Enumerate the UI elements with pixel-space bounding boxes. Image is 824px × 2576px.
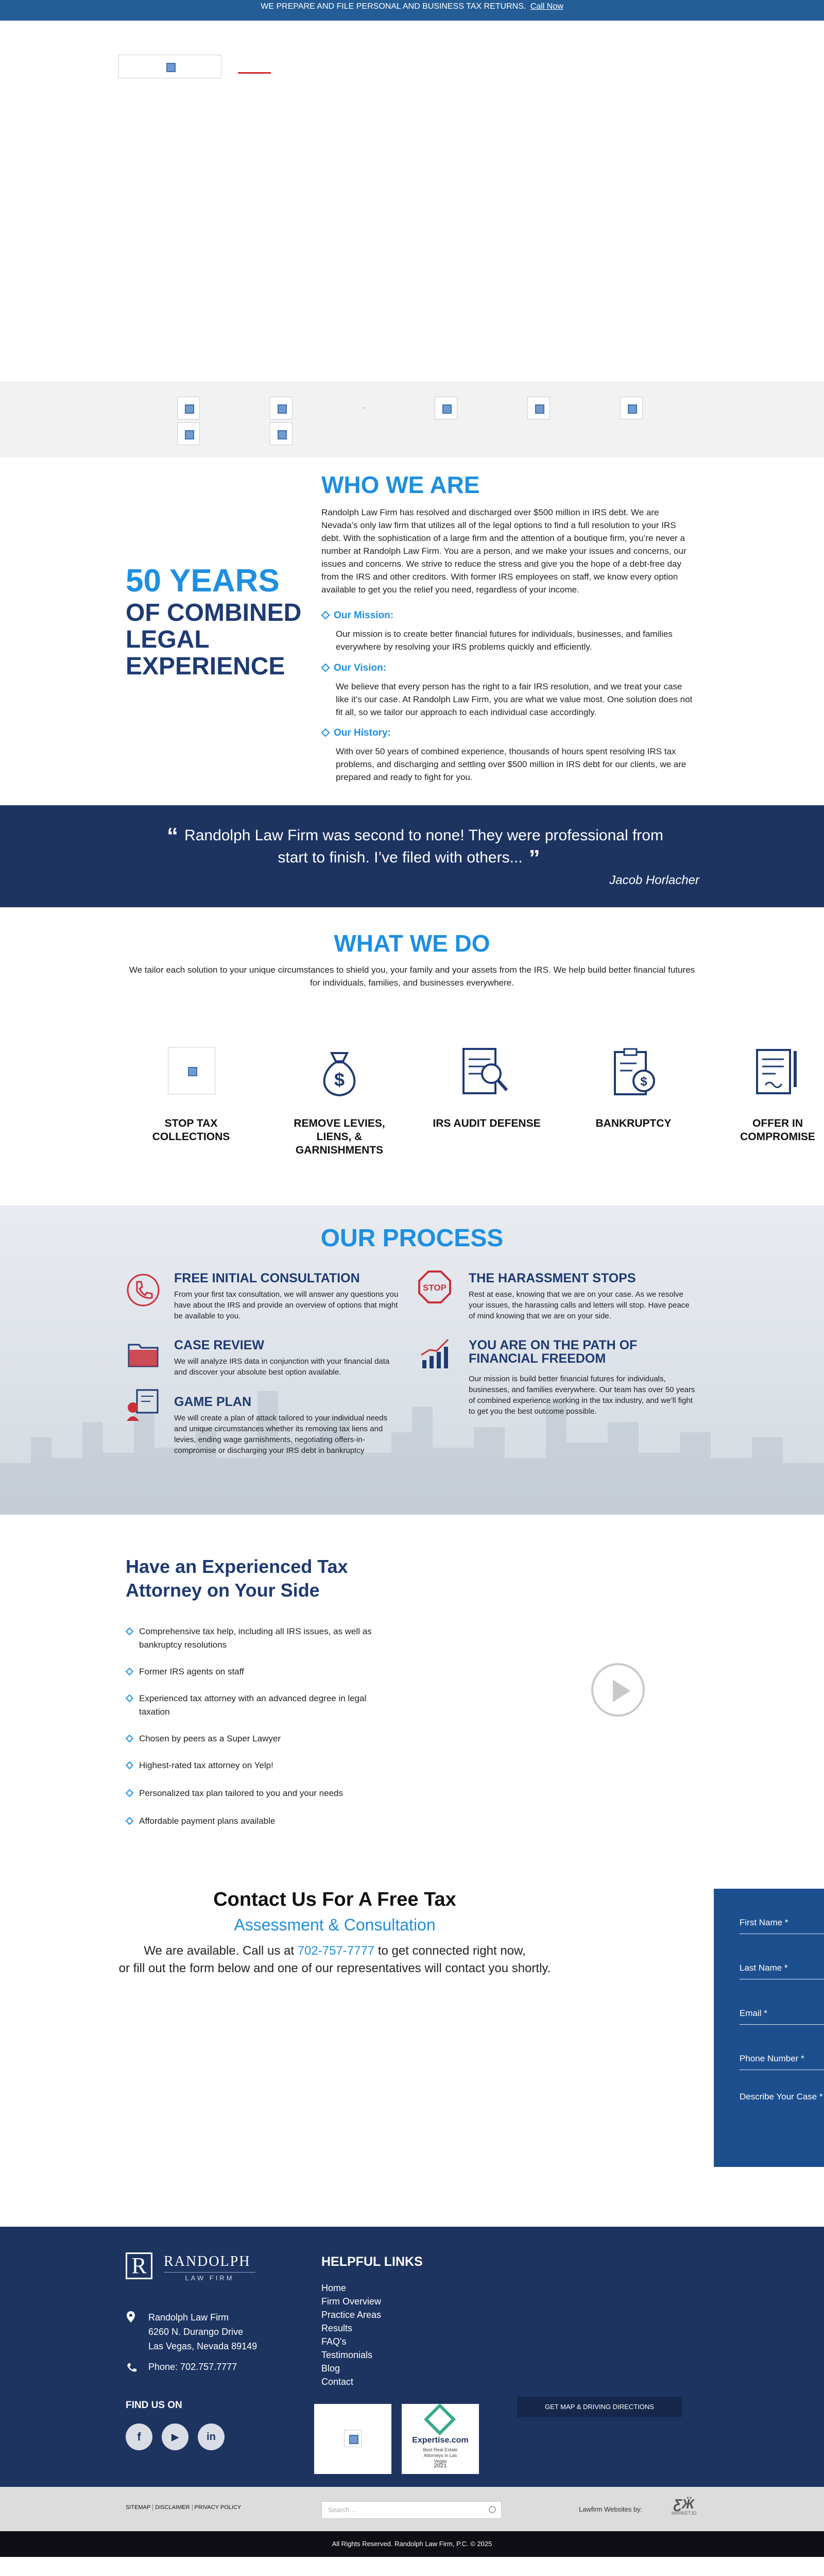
footer-link-blog[interactable]: Blog xyxy=(321,2363,340,2374)
email-field[interactable]: Email * xyxy=(740,1995,824,2025)
folder-icon xyxy=(126,1337,161,1372)
process-step-title: FREE INITIAL CONSULTATION xyxy=(174,1271,360,1285)
attorney-feature: Chosen by peers as a Super Lawyer xyxy=(126,1732,393,1745)
footer-link-home[interactable]: Home xyxy=(321,2283,347,2293)
award-logo-1 xyxy=(177,397,200,419)
process-heading: OUR PROCESS xyxy=(320,1225,504,1252)
footer-link-firm-overview[interactable]: Firm Overview xyxy=(321,2296,381,2307)
audit-document-icon[interactable] xyxy=(456,1044,513,1100)
award-badge[interactable] xyxy=(314,2404,391,2474)
contact-phone-link[interactable]: 702-757-7777 xyxy=(297,1944,375,1958)
linkedin-icon[interactable]: in xyxy=(198,2424,225,2450)
call-now-link[interactable]: Call Now xyxy=(530,2,563,11)
header-logo-image[interactable] xyxy=(118,55,221,78)
mission-text: Our mission is to create better financial futures for individuals, businesses, and families everywhere by resolving your IRS problems quickly and efficiently. xyxy=(336,629,673,652)
youtube-icon[interactable]: ▶ xyxy=(162,2424,188,2450)
diamond-bullet-icon xyxy=(321,664,330,672)
find-us-heading: FIND US ON xyxy=(126,2400,182,2411)
search-icon[interactable] xyxy=(489,2506,496,2513)
close-quote-icon: ” xyxy=(528,845,540,871)
case-description-field[interactable]: Describe Your Case * xyxy=(740,2092,823,2102)
service-label[interactable]: BANKRUPTCY xyxy=(595,1117,672,1129)
attorney-feature: Personalized tax plan tailored to you and your needs xyxy=(126,1787,393,1800)
money-bag-icon[interactable] xyxy=(311,1044,368,1100)
service-label[interactable]: OFFER IN COMPROMISE xyxy=(740,1117,815,1143)
diamond-bullet-icon xyxy=(321,611,330,620)
process-step-text: Rest at ease, knowing that we are on your case. As we resolve your issues, the harassing calls and letters will stop. Have peace of mind knowing that we are on your side. xyxy=(469,1290,690,1320)
attorney-feature: Affordable payment plans available xyxy=(126,1815,393,1828)
process-step-title: GAME PLAN xyxy=(174,1395,251,1409)
bankruptcy-clipboard-icon[interactable] xyxy=(606,1044,662,1100)
years-subtitle: OF COMBINED LEGAL EXPERIENCE xyxy=(126,599,302,680)
history-heading: Our History: xyxy=(322,727,391,739)
diamond-bullet-icon xyxy=(126,1789,134,1798)
diamond-bullet-icon xyxy=(126,1817,134,1825)
announcement-text: WE PREPARE AND FILE PERSONAL AND BUSINESS TAX RETURNS. xyxy=(261,2,526,11)
contact-subheading: Assessment & Consultation xyxy=(234,1916,436,1934)
location-pin-icon xyxy=(127,2311,135,2323)
award-logo-8 xyxy=(270,422,293,445)
header-accent-line xyxy=(238,72,271,74)
expertise-badge[interactable]: Expertise.com Best Real Estate Attorneys in Las Vegas 2021 xyxy=(402,2404,479,2474)
credit-text: Lawfirm Websites by: xyxy=(579,2505,643,2513)
attorney-feature: Comprehensive tax help, including all IRS issues, as well as bankruptcy resolutions xyxy=(126,1625,393,1652)
award-logo-6 xyxy=(620,397,643,419)
diamond-bullet-icon xyxy=(126,1761,134,1770)
award-badge-image xyxy=(344,2430,362,2447)
footer-link-results[interactable]: Results xyxy=(321,2323,353,2333)
phone-field[interactable]: Phone Number * xyxy=(740,2040,824,2070)
diamond-bullet-icon xyxy=(126,1668,134,1676)
sitemap-link[interactable]: SITEMAP xyxy=(126,2504,151,2511)
first-name-field[interactable]: First Name * xyxy=(740,1904,824,1934)
vision-heading: Our Vision: xyxy=(322,663,386,674)
attorney-heading: Have an Experienced Tax Attorney on Your Side xyxy=(126,1556,348,1601)
service-label[interactable]: IRS AUDIT DEFENSE xyxy=(433,1117,541,1129)
testimonial-banner xyxy=(0,805,824,907)
who-we-are-heading: WHO WE ARE xyxy=(321,471,480,498)
top-announcement-bar xyxy=(0,0,824,21)
footer-logo-mark[interactable]: R xyxy=(126,2252,152,2279)
last-name-field[interactable]: Last Name * xyxy=(740,1950,824,1979)
copyright-bar: All Rights Reserved. Randolph Law Firm, P.C. © 2025 xyxy=(0,2531,824,2557)
diamond-bullet-icon xyxy=(126,1735,134,1743)
footer-link-testimonials[interactable]: Testimonials xyxy=(321,2350,373,2360)
vision-text: We believe that every person has the right to a fair IRS resolution, and we treat your case like it’s our case. At Randolph Law Firm, you are what we value most. One solution does not fit all, so we tailor our approach to each individual case accordingly. xyxy=(336,682,693,717)
expertise-logo-icon xyxy=(424,2403,456,2435)
footer-link-contact[interactable]: Contact xyxy=(321,2377,354,2387)
service-label[interactable]: STOP TAX COLLECTIONS xyxy=(152,1117,230,1143)
contact-heading: Contact Us For A Free Tax xyxy=(213,1889,456,1910)
years-highlight: 50 YEARS xyxy=(126,563,280,599)
footer-logo-name[interactable]: RANDOLPH xyxy=(164,2253,251,2269)
marketjd-logo-mark: ƸӜ xyxy=(674,2496,694,2512)
process-step-text: We will analyze IRS data in conjunction with your financial data and discover your absolute best option available. xyxy=(174,1357,390,1377)
play-icon[interactable] xyxy=(591,1663,645,1717)
process-step-title: YOU ARE ON THE PATH OF FINANCIAL FREEDOM xyxy=(469,1338,638,1366)
growth-chart-icon xyxy=(417,1336,452,1371)
what-we-do-text: We tailor each solution to your unique circumstances to shield you, your family and your assets from the IRS. We help build better financial futures for individuals, families, and businesses everywhere. xyxy=(129,965,695,988)
award-logo-2 xyxy=(270,397,293,419)
svg-text:$: $ xyxy=(640,1075,647,1089)
award-logo-3 xyxy=(363,407,365,409)
diamond-bullet-icon xyxy=(126,1694,134,1703)
history-text: With over 50 years of combined experience, thousands of hours spent resolving IRS tax problems, and discharging and settling over $500 million in IRS debt for our clients, we are prepared and ready to fight for you. xyxy=(336,747,686,782)
award-logos-strip xyxy=(0,381,824,457)
process-step-title: CASE REVIEW xyxy=(174,1338,265,1352)
process-step-text: From your first tax consultation, we will answer any questions you have about the IRS and provide an overview of options that might be available to you. xyxy=(174,1290,399,1320)
service-label[interactable]: REMOVE LEVIES, LIENS, & GARNISHMENTS xyxy=(294,1117,385,1156)
phone-icon xyxy=(126,1273,161,1308)
footer-link-faqs[interactable]: FAQ's xyxy=(321,2336,347,2347)
open-quote-icon: “ xyxy=(167,823,179,849)
footer-phone[interactable]: Phone: 702.757.7777 xyxy=(148,2362,237,2372)
legal-links xyxy=(126,2504,243,2511)
disclaimer-link[interactable]: DISCLAIMER xyxy=(152,2504,192,2511)
video-thumbnail[interactable] xyxy=(422,1540,698,1839)
site-footer xyxy=(0,2227,824,2487)
award-logo-5 xyxy=(527,397,550,419)
diamond-bullet-icon xyxy=(126,1628,134,1636)
sub-footer xyxy=(0,2487,824,2531)
facebook-icon[interactable]: f xyxy=(126,2424,152,2450)
footer-link-practice-areas[interactable]: Practice Areas xyxy=(321,2310,382,2320)
contract-pen-icon[interactable] xyxy=(750,1044,806,1100)
city-skyline-background xyxy=(0,1360,824,1515)
contact-text: We are available. Call us at 702-757-7777 to get connected right now, or fill out the form below and one of our representatives will contact you shortly. xyxy=(118,1944,551,1975)
stop-collections-icon[interactable] xyxy=(168,1047,215,1094)
footer-logo-subtitle: LAW FIRM xyxy=(164,2272,255,2282)
footer-address: Randolph Law Firm 6260 N. Durango Drive Las Vegas, Nevada 89149 xyxy=(148,2312,258,2351)
attorney-feature: Experienced tax attorney with an advanced degree in legal taxation xyxy=(126,1692,393,1719)
mission-heading: Our Mission: xyxy=(322,610,393,621)
testimonial-quote: “ Randolph Law Firm was second to none! They were professional from start to finish. I’ve filed with others... ” xyxy=(167,823,663,871)
award-logo-4 xyxy=(435,397,457,419)
contact-form xyxy=(714,1889,824,2167)
svg-text:STOP: STOP xyxy=(423,1283,447,1293)
process-section xyxy=(0,1206,824,1515)
attorney-feature: Highest-rated tax attorney on Yelp! xyxy=(126,1759,393,1772)
map-directions-button[interactable]: GET MAP & DRIVING DIRECTIONS xyxy=(517,2397,682,2417)
diamond-bullet-icon xyxy=(321,728,330,737)
process-step-title: THE HARASSMENT STOPS xyxy=(469,1271,636,1285)
search-input[interactable]: Search ... xyxy=(321,2501,502,2519)
who-we-are-intro: Randolph Law Firm has resolved and discharged over $500 million in IRS debt. We are Nevada’s only law firm that utilizes all of the legal options to find a full resolution to your IRS debt. With the sophistication of a large firm and the attention of a boutique firm, you’re never a number at Randolph Law Firm. You are a person, and we make your issues and concerns, our issues and concerns. We strive to reduce the stress and give you the hope of a debt-free day from the IRS and other creditors. With former IRS employees on staff, we know every option available to get you the relief you need, regardless of your income. xyxy=(321,507,686,595)
svg-text:$: $ xyxy=(334,1069,345,1090)
helpful-links-heading: HELPFUL LINKS xyxy=(321,2255,423,2269)
attorney-feature: Former IRS agents on staff xyxy=(126,1665,393,1679)
stop-sign-icon xyxy=(417,1269,452,1304)
privacy-policy-link[interactable]: PRIVACY POLICY xyxy=(192,2504,244,2511)
marketjd-logo[interactable]: ƸӜ MARKETJD xyxy=(670,2497,698,2516)
testimonial-author: Jacob Horlacher xyxy=(609,873,699,887)
process-step-text: Our mission is build better financial futures for individuals, businesses, and families everywhere. Our team has over 50 years of combined experience working in the tax industry, and we’ll fight to get you the best outcome possible. xyxy=(469,1375,695,1416)
process-step-text: We will create a plan of attack tailored to your individual needs and unique circumstances whether its removing tax liens and levies, ending wage garnishments, negotiating offers-in-compromise or discharging your IRS debt in bankruptcy xyxy=(174,1414,388,1455)
phone-icon xyxy=(127,2363,137,2373)
strategy-person-icon xyxy=(126,1387,161,1422)
award-logo-7 xyxy=(177,422,200,445)
what-we-do-heading: WHAT WE DO xyxy=(334,930,490,957)
